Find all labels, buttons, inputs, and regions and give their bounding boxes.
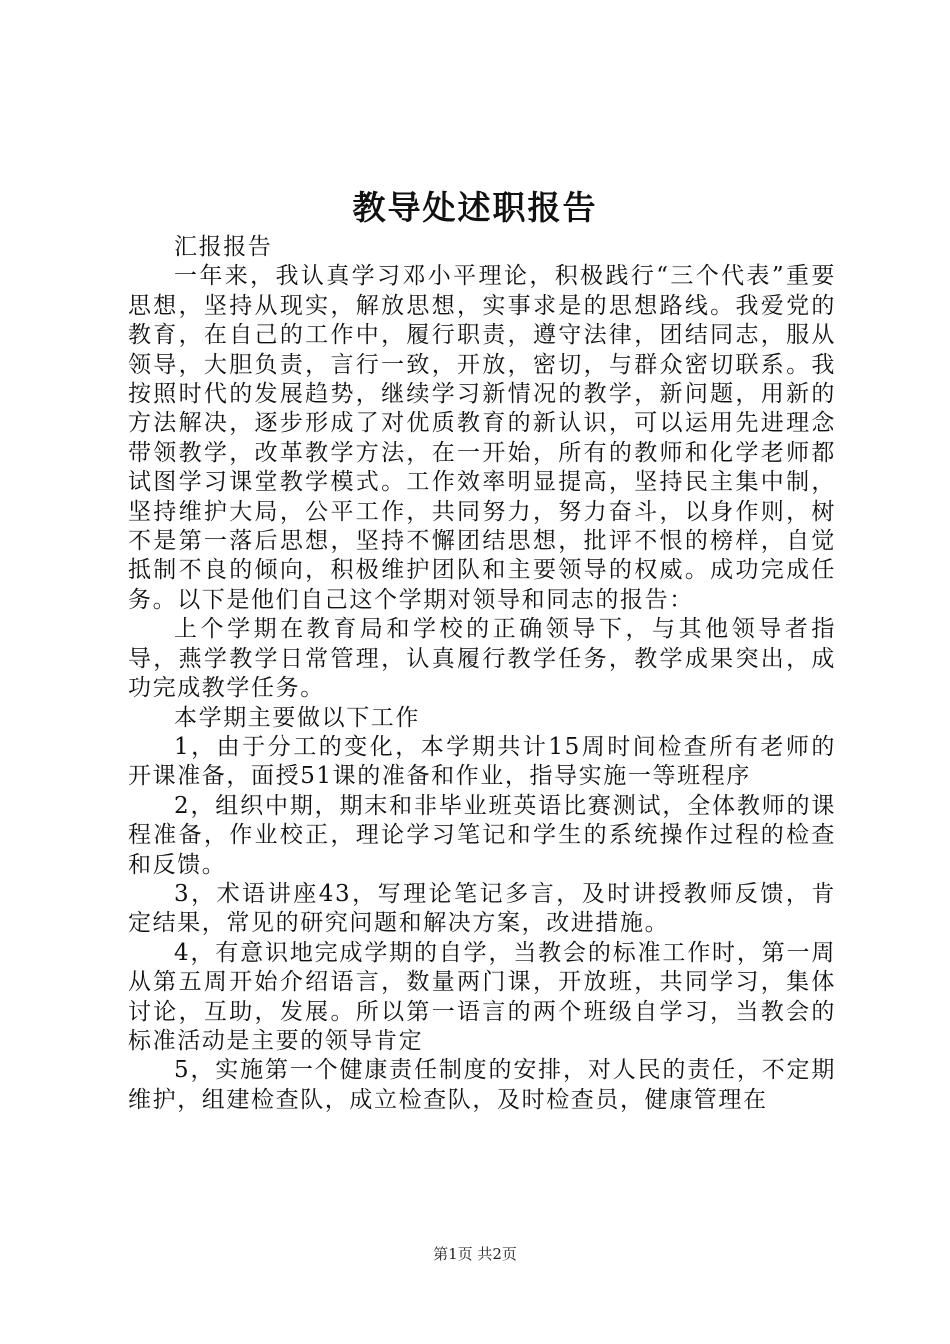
paragraph-item-2: 2，组织中期，期末和非毕业班英语比赛测试，全体教师的课程准备，作业校正，理论学习笔记和学生的系统操作过程的检查和反馈。: [128, 792, 836, 878]
paragraph-work-heading: 本学期主要做以下工作: [174, 704, 420, 731]
paragraph-last-semester: 上个学期在教育局和学校的正确领导下，与其他领导者指导，燕学教学日常管理，认真履行教学任务，教学成果突出，成功完成教学任务。: [128, 616, 836, 702]
document-body: [128, 233, 836, 1115]
paragraph-item-3: 3，术语讲座43，写理论笔记多言，及时讲授教师反馈，肯定结果，常见的研究问题和解决方案，改进措施。: [128, 880, 836, 937]
page-footer: 第1页 共2页: [433, 1245, 517, 1263]
paragraph-intro: 一年来，我认真学习邓小平理论，积极践行“三个代表”重要思想，坚持从现实，解放思想，实事求是的思想路线。我爱党的教育，在自己的工作中，履行职责，遵守法律，团结同志，服从领导，大胆负责，言行一致，开放，密切，与群众密切联系。我按照时代的发展趋势，继续学习新情况的教学，新问题，用新的方法解决，逐步形成了对优质教育的新认识，可以运用先进理念带领教学，改革教学方法，在一开始，所有的教师和化学老师都试图学习课堂教学模式。工作效率明显提高，坚持民主集中制，坚持维护大局，公平工作，共同努力，努力奋斗，以身作则，树不是第一落后思想，坚持不懈团结思想，批评不恨的榜样，自觉抵制不良的倾向，积极维护团队和主要领导的权威。成功完成任务。以下是他们自己这个学期对领导和同志的报告：: [128, 263, 836, 613]
paragraph-item-4: 4，有意识地完成学期的自学，当教会的标准工作时，第一周从第五周开始介绍语言，数量两门课，开放班，共同学习，集体讨论，互助，发展。所以第一语言的两个班级自学习，当教会的标准活动是主要的领导肯定: [128, 939, 836, 1054]
paragraph-heading-label: 汇报报告: [174, 234, 273, 260]
paragraph-item-5: 5，实施第一个健康责任制度的安排，对人民的责任，不定期维护，组建检查队，成立检查队，及时检查员，健康管理在: [128, 1057, 836, 1113]
document-title: 教导处述职报告: [352, 188, 598, 227]
paragraph-item-1: 1，由于分工的变化，本学期共计15周时间检查所有老师的开课准备，面授51课的准备和作业，指导实施一等班程序: [128, 733, 836, 790]
